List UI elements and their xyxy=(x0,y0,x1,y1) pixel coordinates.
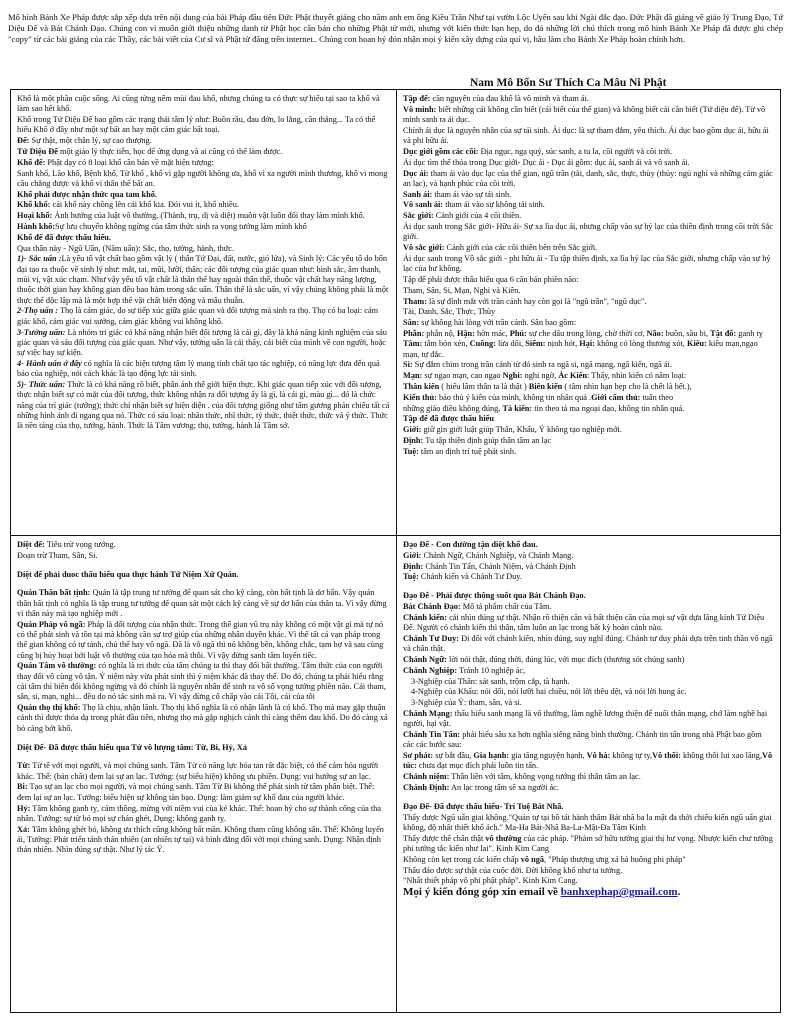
six-afflictions: Tham, Sân, Si, Mạn, Nghi và Kiến. xyxy=(403,285,521,295)
cuong-val: lừa dối, xyxy=(495,339,526,349)
thankien-val: ( hiểu lầm thân ta là thật ) xyxy=(439,382,529,392)
thuc-val: Thức là có khả năng rõ biết, phân ánh thế giới hiện thực. Khi giác quan tiếp xúc với đối tượng, thực nhận biết sự có mặt của đối tượng, thức không nhận ra đối tượng ấy là gì, là cái gì, màu gì... đó là chức năng của trí giác (tưởng); thức chỉ nhận biết sự hiện diện . của đối tượng giống như tấm gương phản chiếu tất cả những hình ảnh đi ngang qua nó. Thức có sáu loại: nhãn thức, nhĩ thức, tỷ thức, thiệt thức, thức và ý thức. Thức là nền tảng của thọ, tưởng, hành. Thức là Tâm vương; thọ, tưởng, hành là Tâm sở. xyxy=(17,380,390,431)
siem-key: Siểm: xyxy=(525,339,546,349)
vominh-def xyxy=(403,105,774,126)
cniem-key: Chánh niệm: xyxy=(403,772,450,782)
daode2-heading: Đạo Đế - Phải được thông suốt qua Bát Chánh Đạo. xyxy=(403,591,586,601)
ackien-key: Ác Kiến xyxy=(558,371,588,381)
khokho-key: Khổ khổ: xyxy=(17,200,51,210)
ck-key: Chánh kiến: xyxy=(403,612,448,622)
hoai-def xyxy=(17,211,390,221)
hai-key: Hại: xyxy=(579,339,595,349)
sacgioi-key: Sắc giới: xyxy=(403,211,434,221)
ducgioi-def xyxy=(403,147,774,157)
p2: Khổ trong Tứ Diệu Đế bao gồm các trạng thái tâm lý như: Buồn rầu, đau đớn, lo lắng, căn thẳng... Ta có thể hiểu Khổ ở đây như một sự bất an hay một cảm giác bất toại. xyxy=(17,115,376,135)
san-key: Sân: xyxy=(403,318,420,328)
ctd-val: Đi đôi với chánh kiến, nhìn đúng, suy nghĩ đúng. Chánh tư duy phải dựa trên tinh thần vô ngã và chân thật. xyxy=(403,633,773,654)
tapde6-text: Tập đế phải được thấu hiểu qua 6 căn bản phiền não: xyxy=(403,275,579,285)
ck-def xyxy=(403,613,774,634)
gioi-val-2: Chánh Ngữ, Chánh Nghiệp, và Chánh Mạng. xyxy=(421,550,574,560)
hoai-key: Hoại khổ: xyxy=(17,211,53,221)
tu-def xyxy=(17,761,390,782)
vtuc-key: Vô túc: xyxy=(403,751,773,771)
salutation: Nam Mô Bổn Sư Thích Ca Mâu Ni Phật xyxy=(470,77,667,89)
quote-4: Thấu đáo được sự thật của cuộc đời. Đời không khổ như ta tưởng. xyxy=(403,865,623,875)
tue-key: Tuệ: xyxy=(403,446,419,456)
si-def xyxy=(403,360,774,370)
q2a: Thấy được thể chân thật xyxy=(403,833,486,843)
khode-key: Khổ đế: xyxy=(17,157,46,167)
cng-val: Tránh 10 nghiệp ác, xyxy=(457,665,526,675)
quote-5: "Nhất thiết pháp vô phi phật pháp". Kinh Kim Cang. xyxy=(403,876,578,886)
tapde-done-heading: Tập đế đã được thấu hiểu xyxy=(403,414,494,424)
cm-def xyxy=(403,709,774,730)
tue-key-2: Tuệ: xyxy=(403,572,419,582)
de-key: Đế: xyxy=(17,136,30,146)
dietde-def xyxy=(17,540,390,550)
dinh-def xyxy=(403,436,774,446)
sac-key: 1)- Sắc uẩn : xyxy=(17,254,62,264)
sacgioi-val: Cảnh giới của 4 cõi thiền. xyxy=(433,211,522,221)
kienthu-val: bảo thủ ý kiến của mình, không tin nhân quả . xyxy=(436,392,592,402)
khode-done-heading: Khổ đế đã được thấu hiểu. xyxy=(17,232,111,242)
cn-def xyxy=(403,655,774,665)
diet-de-panel xyxy=(11,536,397,1012)
tu-val: Từ tế với mọi người, và mọi chúng sanh. Tâm Từ có năng lực hóa tan rất đặc biệt, có thể cảm hóa người khác. Thể: (bản chất) đem lại sự an lạc. Tướng: (sự biểu hiện) không ưu phiền. Dụng: vui hướng sự an lạc. xyxy=(17,761,379,781)
sacgioi-def xyxy=(403,211,774,221)
dinh-def-2 xyxy=(403,562,774,572)
tue-val-2: Chánh kiến và Chánh Tư Duy. xyxy=(418,572,522,582)
tam-val: tâm bỏn xẻn, xyxy=(422,339,470,349)
sanhai-val: tham ái vào sự tái sinh. xyxy=(432,189,512,199)
sac-val: Là yếu tố vật chất bao gồm vật lý ( thân Tứ Đại, đất, nước, gió lửa), và Sinh lý: Các yếu tố do bốn đại tạo ra thuộc về sinh lý như: mắt, tai, mũi, lưỡi, thân; các đối tượng của giác quan như: hình sắc, âm thanh, mùi vị, vật xúc chạm. Như vậy yếu tố vật chất là thân thể hay ngoài thân thể, thuộc vật chất hay năng lượng, thuộc thời gian hay không gian đều bao hàm trong sắc uẩn. Thân thể là sắc uẩn, vì vậy chúng không phải là một thực thể độc lập mà là một hợp thể vật chất biến động và mâu thuẫn. xyxy=(17,254,389,305)
q3a: Không còn kẹt trong các kiến chấp xyxy=(403,854,521,864)
kho-de-panel xyxy=(11,90,397,536)
bcd-val: Mô tả phẩm chất của Tâm. xyxy=(460,601,552,611)
tapde-val: căn nguyên của đau khổ là vô minh và tham ái. xyxy=(430,94,589,103)
tue-def-2 xyxy=(403,572,774,582)
email-label: Mọi ý kiến đóng góp xin email về xyxy=(403,886,561,899)
qthan-key: Quán Thân bất tịnh: xyxy=(17,588,91,598)
email-link[interactable]: banhxephap@gmail.com xyxy=(560,886,678,899)
siem-val: nịnh hót, xyxy=(545,339,580,349)
qthan-def xyxy=(17,588,390,619)
man-key: Mạn: xyxy=(403,371,423,381)
tuong-key: 3-Tưởng uẩn: xyxy=(17,327,66,337)
phan-val: phẫn nộ, xyxy=(424,329,457,339)
sp-key: Sơ phát: xyxy=(403,751,434,761)
bcd-key: Bát Chánh Đạo: xyxy=(403,601,461,611)
cniem-def xyxy=(403,772,774,782)
kienthu-key: Kiến thủ: xyxy=(403,392,437,402)
thankien-def xyxy=(403,382,774,392)
bienkien-key: Biên kiến xyxy=(528,382,563,392)
vt-key: Vô thối: xyxy=(652,751,681,761)
tu-key: Từ: xyxy=(17,761,31,771)
cniem-val: Thân liền với tâm, không vọng tưởng thì thân tâm an lạc. xyxy=(449,772,641,782)
dietde-val: Tiêu trừ vọng tưởng. xyxy=(44,540,116,549)
khokho-val: cái khổ này chồng lên cái khổ kia. Đói vui ít, khổ nhiều. xyxy=(50,200,239,210)
nghiep-y: 3-Nghiệp của Ý: tham, sân, và si. xyxy=(411,698,522,708)
nghi-key: Nghi: xyxy=(502,371,523,381)
han-val: hờn mác, xyxy=(474,329,510,339)
bienkien-val: ( tâm nhìn hạn hẹp cho là chết là hết.), xyxy=(562,382,692,392)
ctt-steps xyxy=(403,751,774,772)
de-val: Sự thật, một chân lý, sự cao thượng. xyxy=(29,136,152,146)
aiducsanh-text: Ái dục sanh trong Sắc giới- Hữu ái- Sự xa lìa dục ái, nhưng chấp vào sự hỷ lạc của thiền định trong cõi trời Sắc giới. xyxy=(403,222,774,242)
gioi-def xyxy=(403,425,774,435)
phu-key: Phú: xyxy=(509,329,527,339)
nao-key: Não: xyxy=(646,329,664,339)
nghi-val: nghi ngờ, xyxy=(522,371,559,381)
gioi-key: Giới: xyxy=(403,425,422,435)
doantru-text: Đoạn trừ Tham, Sân, Si. xyxy=(17,550,98,560)
cng-key: Chánh Nghiệp: xyxy=(403,665,458,675)
san-def xyxy=(403,318,774,328)
tham-def xyxy=(403,297,774,307)
ctt-def xyxy=(403,730,774,751)
phu-val: sự che dấu trong lòng, chờ thời cơ, xyxy=(526,329,647,339)
gioi-def-2 xyxy=(403,551,774,561)
ai-duc-text: Chính ái dục là nguyên nhân của sự tái sinh. Ái dục: là sự tham đắm, yêu thích. Ái dục bao gồm dục ái, hữu ái và phi hữu ái. xyxy=(403,125,769,146)
ducai-val: tham ái vào dục lạc của thế gian, ngũ trần (tài, danh, sắc, thực, thùy (thùy: ngủ nghỉ và những cảm giác an lạc), và hạnh phúc của cõi trời. xyxy=(403,168,773,188)
qtho-val: Thọ là chịu, nhận lãnh. Thọ thị khổ nghĩa là có nhận lãnh là có khổ. Thọ mà may gặp thuận cảnh thì được thỏa dạ trong phát đầu tiên, nhưng thọ mà gặp nghịch cảnh thì càng thêm đau khổ. Do đó càng xả bỏ càng bớt khổ. xyxy=(17,703,388,733)
dinh-val: Tu tập thiền định giúp thân tâm an lạc xyxy=(423,436,552,445)
gh-key: Gia hạnh: xyxy=(473,751,510,761)
cdinh-key: Chánh Định: xyxy=(403,783,450,793)
vh-key: Vô hà: xyxy=(586,751,611,761)
hanh-key: Hành khổ: xyxy=(17,222,56,232)
tham-val: là sự đính mắt với trần cảnh hay còn gọi là "ngũ trần", "ngũ dục". xyxy=(426,296,647,306)
hanhuan-val: có nghĩa là các hiện tượng tâm lý mang tính chất tạo tác nghiệp, có năng lực đưa đến quả báo của nghiệp, nói cách khác là tạo động lực tái sinh. xyxy=(17,358,380,379)
cng-def xyxy=(403,666,774,676)
ctd-key: Chánh Tư Duy: xyxy=(403,633,460,643)
tuong-uan xyxy=(17,328,390,359)
tuong-val: Là nhóm tri giác có khả năng nhận biết đối tượng là cái gì, đây là khả năng kinh nghiệm của sáu giác quan và sáu đối tượng của giác quan. Như vậy, tưởng uẩn là cái thấy, cái biết của mình về con người, hoặc sự việc hay sự kiện. xyxy=(17,327,387,358)
man-val: sự ngạo mạn, cao ngạo xyxy=(422,371,503,381)
hy-def xyxy=(17,804,390,825)
qtho-def xyxy=(17,703,390,734)
daode-heading: Đạo Đế - Con đường tận diệt khổ đau. xyxy=(403,540,538,549)
tho-val: Thọ là cảm giác, do sự tiếp xúc giữa giác quan và đối tượng mà sinh ra thọ. Thọ có ba loại: cảm giác khổ, cảm giác vui sướng, cảm giác không vui không khổ. xyxy=(17,306,379,326)
qphap-key: Quán Pháp vô ngã: xyxy=(17,619,86,629)
vominh-key: Vô minh: xyxy=(403,104,437,114)
hanhuan-key: 4- Hành uẩn ở đây xyxy=(17,358,82,368)
dinh-key-2: Định: xyxy=(403,561,424,571)
hy-key: Hỷ: xyxy=(17,803,31,813)
man-def xyxy=(403,371,774,381)
cdinh-val: An lạc trong tâm sẽ xa người ác. xyxy=(449,783,559,793)
eight-sufferings: Sanh khổ, Lão khổ, Bệnh khổ, Tử khổ , khổ vì gặp người không ưa, khổ vì xa người mình thương, khổ vì mong cầu chẳng được và khổ vì thân thể bất an. xyxy=(17,168,388,188)
nghiep-than: 3-Nghiệp của Thân: sát sanh, trộm cắp, tà hạnh. xyxy=(411,676,570,686)
q2b: vô thường xyxy=(485,833,522,843)
quote-3 xyxy=(403,855,774,865)
thuc-uan xyxy=(17,380,390,431)
qtam-val: có nghĩa là tri thức của tâm chúng ta thì thay đổi bất thường. Tâm thức của con người thay đổi vô cùng vô tận. Ý niệm này vừa phát sinh thì ý niệm khác đã thay thế. Do đó, chúng ta phải hiểu rằng cái tâm thì biến đổi không ngừng và đó chính là nguyên nhân để sinh ra vô số vọng tưởng phiền não. Cái tham, sân, si, mạn, nghi... đều do nó tác sinh mà ra. Vì vậy đừng cố chấp vào cái Tôi, cái của tôi xyxy=(17,661,386,702)
aiducvs-text: Ái dục sanh trong Vô sắc giới - phi hữu ái - Tu tập thiền định, xa lìa hỷ lạc của Sắc giới, nhưng chấp vào sự hỷ lạc của hư không. xyxy=(403,253,771,274)
email-line xyxy=(403,887,774,897)
tdd-def xyxy=(17,147,390,157)
nhung-text: những giáo điều không đúng, xyxy=(403,403,503,413)
de-def xyxy=(17,136,390,146)
tatdo-key: Tật đố: xyxy=(710,329,737,339)
gh-val: gia tăng nguyện hạnh, xyxy=(509,751,587,761)
cn-val: lời nói thật, đúng thời, đúng lúc, với mục đích (thương sót chúng sanh) xyxy=(446,654,685,664)
qthan-val: Quán là tập trung tư tưởng để quan sát cho kỹ càng, còn bất tịnh là dơ bẩn. Vậy quán thân bất tịnh có nghĩa là tập trung tư tưởng để quan sát một cách kỹ càng về sự dơ bẩn của thân ta. Vì vậy đừng vì thân này mà tạo nghiệp mới . xyxy=(17,588,387,618)
cm-key: Chánh Mạng: xyxy=(403,708,453,718)
taikien-def xyxy=(403,404,774,414)
taikien-key: Tà kiến: xyxy=(502,403,533,413)
han-key: Hận: xyxy=(456,329,475,339)
ducgioi-key: Dục giới gồm các cõi: xyxy=(403,146,479,156)
dietde-heading: Diệt đế phải duoc thấu hiểu qua thực hành Tứ Niệm Xứ Quán. xyxy=(17,569,239,579)
content-grid xyxy=(10,89,781,1013)
quote-2 xyxy=(403,834,774,855)
qtam-key: Quán Tâm vô thường: xyxy=(17,661,97,671)
dao-de-panel xyxy=(397,536,780,1012)
gioicam-val: tuân theo xyxy=(640,392,674,402)
cdinh-def xyxy=(403,783,774,793)
vosanh-def xyxy=(403,200,774,210)
vominh-val: biết những cái không cần biết (cái biết của thế gian) và không biết cái cần biết (Tứ diệu đế). Từ vô minh sanh ra ái dục. xyxy=(403,104,766,125)
tapde-key: Tập đế: xyxy=(403,94,431,103)
bi-def xyxy=(17,782,390,803)
p1: Khổ là một phần cuộc sống. Ai cũng từng nếm mùi đau khổ, nhưng chúng ta có thực sự hiểu tại sao ta khổ và làm sao hết khổ. xyxy=(17,94,380,114)
thankien-key: Thân kiến xyxy=(403,382,440,392)
q3c: , "Pháp thượng ưng xả hà huống phi pháp" xyxy=(544,854,686,864)
vosac-key: Vô sắc giới: xyxy=(403,243,445,253)
ck-val: cái nhìn đúng sự thật. Nhận rõ thiện căn và bất thiện căn của mọi sự vật dựa lăng kính Tứ Diệu Đế. Người có chánh kiến thì thân, tâm luôn an lạc trong bất kỳ hoàn cảnh nào. xyxy=(403,612,765,633)
ducai-def xyxy=(403,169,774,190)
sp-val: sự bắt đầu, xyxy=(433,751,474,761)
ctd-def xyxy=(403,634,774,655)
ngu-uan-intro: Qua thân này - Ngũ Uẩn, (Năm uẩn): Sắc, thọ, tưởng, hành, thức. xyxy=(17,243,235,253)
xa-val: Tâm không ghét bỏ, không ưa thích cũng không bất mãn. Không tham cũng không sân. Thể: Không luyến ái, Tướng: Phát triển tánh thản nhiên (an nhiên tự tại) và bình đẳng đối với mọi chúng sanh. Dụng: Nhận định thản nhiên. Nhìn đúng sự thật. Như lý tác Ý. xyxy=(17,824,384,855)
tho-key: 2-Thọ uẩn : xyxy=(17,306,59,316)
xa-key: Xả: xyxy=(17,824,30,834)
tam-kho-heading: Khổ phải được nhận thức qua tam khổ. xyxy=(17,189,157,199)
qphap-val: Pháp là đối tượng của nhận thức. Trong thế gian vũ trụ này không có một vật gì mà tự nó có thể phát sinh và tồn tại mà không cần sự trợ giúp của những nhân duyên khác. Vì thế tất cả vạn pháp trong thế gian không có tự tánh, chủ thể hay vô ngã. Đã là vô ngã thì nó không bền, không chắc, tạm bợ và sau cùng cũng bị hủy hoại bởi luật vô thường của tạo hóa mà thôi. Vì vậy đừng sanh tâm luyến tiếc. xyxy=(17,619,384,660)
san-types xyxy=(403,329,774,360)
khode-def xyxy=(17,158,390,168)
vosanh-key: Vô sanh ái: xyxy=(403,200,444,210)
tho-uan xyxy=(17,306,390,327)
tdd-val: một giáo lý thực tiễn, học để ứng dụng và ai cũng có thể làm được. xyxy=(57,146,283,156)
hy-val: Tâm không ganh tỵ, cảm thông, mừng với niềm vui của kẻ khác. Thể: hoan hỷ cho sự thành công của tha nhân. Tướng: sự từ bỏ mọi sự chán ghét, Dụng: không ganh tỵ. xyxy=(17,803,382,823)
tue-def xyxy=(403,447,774,457)
vtuc-val: chưa đạt mục đích phải luôn tin tấn. xyxy=(416,761,539,771)
si-key: Si: xyxy=(403,360,413,370)
sanhai-key: Sanh ái: xyxy=(403,189,433,199)
qphap-def xyxy=(17,620,390,661)
bi-val: Tạo sự an lạc cho mọi người, và mọi chúng sanh. Tâm Từ Bi không thể phát sinh từ tâm phân biệt. Thể: đem lại sự an lạc. Tướng: biểu hiện sự không tàn bạo. Dụng: làm giảm sự khổ đau của người khác. xyxy=(17,782,375,802)
phan-key: Phẫn: xyxy=(403,329,425,339)
gioi-key-2: Giới: xyxy=(403,550,422,560)
cuong-key: Cuống: xyxy=(469,339,496,349)
hoai-val: Ảnh hưởng của luật vô thường, (Thành, trụ, dị và diệt) muôn vật luôn đổi thay làm mình khổ. xyxy=(52,211,365,221)
tam-key: Tâm: xyxy=(403,339,423,349)
hanh-val: Sự lưu chuyển không ngừng của tâm thức sinh ra vọng tưởng làm mình khổ xyxy=(55,222,307,232)
hanh-def xyxy=(17,222,390,232)
quote-1: Thấy được Ngũ uẩn giai không."Quán tự tại bồ tát hành thâm Bát nhã ba la mật đa thời chiếu kiến ngũ uẩn giai không, độ nhất thiết khổ ách." Ma-Ha Bát-Nhã Ba-La-Mật-Đa Tâm Kinh xyxy=(403,812,772,832)
aiduc-text: Ái dục tìm thể thỏa trong Dục giới- Dục ái - Dục ái gồm: dục ái, sanh ái và vô sanh ái. xyxy=(403,157,690,167)
ackien-val: : Thấy, nhìn kiến có năm loại: xyxy=(587,371,687,381)
taikien-val: tin theo tà ma ngoại đạo, không tin nhân quả. xyxy=(532,403,685,413)
vosanh-val: tham ái vào sự không tái sinh. xyxy=(443,200,545,210)
thuc-key: 5)- Thức uẩn: xyxy=(17,380,66,390)
gioicam-key: Giới cấm thủ: xyxy=(591,392,641,402)
vosac-val: Cảnh giới của các cõi thiền bên trên Sắc giới. xyxy=(444,243,598,253)
kieu-key: Kiêu: xyxy=(686,339,707,349)
tapde-def xyxy=(403,94,774,104)
hanh-uan xyxy=(17,359,390,380)
tap-de-panel xyxy=(397,90,780,536)
nghiep-khau: 4-Nghiệp của Khẩu: nói dối, nói lưỡi hai chiều, nói lời thêu dệt, và nói lời hung ác. xyxy=(411,687,687,697)
tatdo-val: ganh tỵ xyxy=(736,329,763,339)
nao-val: buồn, sầu bi, xyxy=(663,329,711,339)
ctt-val: phải hiểu sâu xa hơn nghĩa siêng năng bình thường. Chánh tin tấn trong nhà Phật bao gồm các các bước sau: xyxy=(403,730,762,750)
tue-val: tâm an định trí tuệ phát sinh. xyxy=(418,446,517,456)
gioi-val: giữ gìn giới luật giúp Thân, Khẩu, Ý không tạo nghiệp mới. xyxy=(421,425,622,435)
san-val: sự không hài lòng với trần cảnh. Sân bao gồm: xyxy=(419,318,577,328)
dietde2-heading: Diệt Đế- Đã được thấu hiểu qua Tứ vô lượng tâm: Từ, Bi, Hỷ, Xả xyxy=(17,742,248,752)
dinh-key: Định: xyxy=(403,436,424,445)
ducgioi-val: Địa ngục, ngạ quỷ, súc sanh, a tu la, cõi người và cõi trời. xyxy=(478,146,673,156)
sac-uan xyxy=(17,254,390,305)
kienthu-def xyxy=(403,393,774,403)
ducai-key: Dục ái: xyxy=(403,168,429,178)
sanhai-def xyxy=(403,190,774,200)
tdd-key: Tứ Diệu Đế xyxy=(17,146,58,156)
intro-paragraph: Mô hình Bánh Xe Pháp được sắp xếp dựa trên nội dung của bài Pháp đầu tiên Đức Phật thuyết giảng cho năm anh em ông Kiều Trần Như tại vườn Lộc Uyển sau khi Ngài đắc đạo. Đức Phật đã giảng về giáo lý Trung Đạo, Tứ Diệu Đế và Bát Chánh Đạo. Chúng con vì muốn giới thiệu những danh từ Phật học căn bản cho những Phật tử mới, nhưng với kiến thức hạn hẹp, do đó những lời chú thích trong mô hình Bánh Xe Pháp đã được ghi chép "copy" từ các bài giảng của các Thầy, các bài viết của Cư sĩ và Phật tử đăng trên internet.. Chúng con hoan hỷ đón nhận mọi ý kiến xây dựng của quí vị, hầu làm cho Bánh Xe Pháp hoàn chỉnh hơn. xyxy=(8,12,783,44)
vh-val: không tự ty, xyxy=(610,751,653,761)
tham-key: Tham: xyxy=(403,296,427,306)
qtho-key: Quán thọ thị khổ: xyxy=(17,703,81,713)
khode-val: Phật dạy có 8 loại khổ căn bản về mặt hiện tượng: xyxy=(45,157,214,167)
bi-key: Bi: xyxy=(17,782,28,792)
ctt-key: Chánh Tin Tấn: xyxy=(403,730,461,740)
cn-key: Chánh Ngữ: xyxy=(403,654,447,664)
xa-def xyxy=(17,825,390,856)
si-val: Sự đắm chìm trong trần cảnh từ đó sinh ra ngã si, ngã mạng, ngã kiến, ngã ái. xyxy=(412,360,672,370)
q3b: vô ngã xyxy=(520,854,545,864)
qtam-def xyxy=(17,661,390,702)
dinh-val-2: Chánh Tin Tấn, Chánh Niệm, và Chánh Định xyxy=(423,561,576,571)
ngu-tran-list: Tài, Danh, Sắc, Thực, Thùy xyxy=(403,307,496,317)
hai-val: không có lòng thương xót, xyxy=(594,339,687,349)
cm-val: thấu hiểu sanh mạng là vô thường, làm nghề lương thiện để nuôi thân mạng, chớ làm nghề hại người, hại vật. xyxy=(403,708,768,729)
bcd-def xyxy=(403,602,774,612)
kieu-val: kiêu mạn,ngạo mạn, tự đắc. xyxy=(403,339,758,359)
q2c: của các pháp. "Phàm sở hữu tướng giai thị hư vọng. Nhược kiến chư tướng phi tướng tắc kiến như lai". Kinh Kim Cang xyxy=(403,833,773,854)
daode3-heading: Đạo Đế- Đã được thấu hiểu- Trí Tuệ Bát Nhã. xyxy=(403,801,564,811)
dietde-key: Diệt đế: xyxy=(17,540,45,549)
vt-val: không thối lui xao lãng, xyxy=(680,751,763,761)
vosac-def xyxy=(403,243,774,253)
khokho-def xyxy=(17,200,390,210)
email-end: . xyxy=(677,886,681,899)
